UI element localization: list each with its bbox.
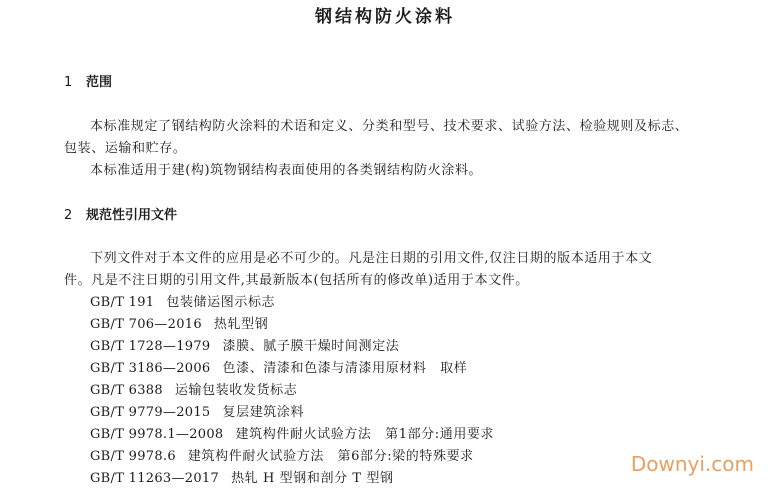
reference-name: 建筑构件耐火试验方法 第6部分:梁的特殊要求 [187,449,474,464]
section-1-title: 范围 [86,75,113,90]
reference-item [90,335,399,354]
reference-code: GB/T 6388 [90,383,163,398]
reference-name: 建筑构件耐火试验方法 第1部分:通用要求 [235,427,495,442]
reference-name: 热轧 H 型钢和剖分 T 型钢 [231,471,394,486]
reference-name: 包装储运图示标志 [166,295,276,310]
references-intro-line-1: 下列文件对于本文件的应用是必不可少的。凡是注日期的引用文件,仅注日期的版本适用于本文 [90,251,653,266]
reference-item [90,423,494,442]
reference-name: 色漆、清漆和色漆与清漆用原材料 取样 [222,361,468,376]
reference-item [90,467,394,486]
reference-code: GB/T 9978.6 [90,449,176,464]
section-2-title: 规范性引用文件 [86,208,178,223]
section-2-heading [64,204,177,223]
section-1-number: 1 [64,75,73,90]
reference-item [90,357,467,376]
scope-paragraph-1-line-2: 包装、运输和贮存。 [64,141,187,156]
reference-code: GB/T 3186—2006 [90,361,211,376]
reference-name: 热轧型钢 [213,317,269,332]
reference-item [90,445,474,464]
reference-code: GB/T 1728—1979 [90,339,211,354]
scope-paragraph-1-line-1: 本标准规定了钢结构防火涂料的术语和定义、分类和型号、技术要求、试验方法、检验规则及标志、 [90,119,689,134]
reference-name: 运输包装收发货标志 [174,383,298,398]
reference-code: GB/T 9779—2015 [90,405,211,420]
reference-name: 复层建筑涂料 [222,405,305,420]
reference-code: GB/T 11263—2017 [90,471,220,486]
site-watermark: Downyi.com [630,452,754,476]
reference-code: GB/T 191 [90,295,155,310]
reference-item [90,291,275,310]
references-intro-line-2: 件。凡是不注日期的引用文件,其最新版本(包括所有的修改单)适用于本文件。 [64,273,529,288]
reference-code: GB/T 706—2016 [90,317,202,332]
reference-item [90,313,268,332]
reference-code: GB/T 9978.1—2008 [90,427,224,442]
section-2-number: 2 [64,208,73,223]
reference-name: 漆膜、腻子膜干燥时间测定法 [222,339,400,354]
scope-paragraph-2: 本标准适用于建(构)筑物钢结构表面使用的各类钢结构防火涂料。 [90,163,483,178]
section-1-heading [64,71,112,90]
document-title: 钢结构防火涂料 [315,7,455,27]
reference-item [90,379,297,398]
reference-item [90,401,304,420]
